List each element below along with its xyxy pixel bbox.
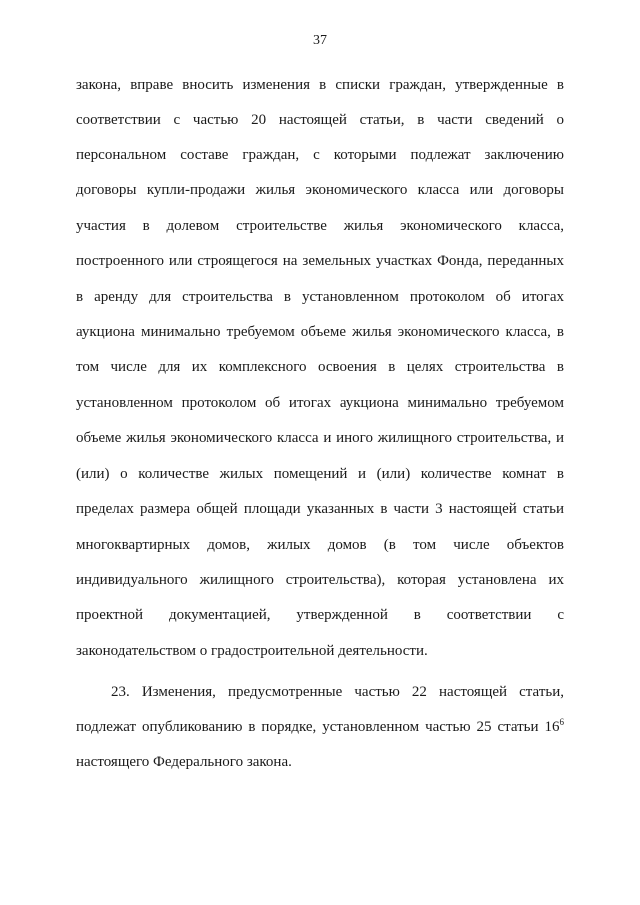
text-line: многоквартирных домов, жилых домов (в том числе объектов [76,537,564,553]
text-line: индивидуального жилищного строительства), которая установлена их [76,572,564,588]
text-line: объеме жилья экономического класса и иного жилищного строительства, и [76,430,564,446]
text-line: аукциона минимально требуемом объеме жилья экономического класса, в [76,324,564,340]
text-line: настоящего Федерального закона. [76,754,292,770]
text-line: проектной документацией, утвержденной в соответствии с [76,607,564,623]
text-line: том числе для их комплексного освоения в целях строительства в [76,359,564,375]
text-line: построенного или строящегося на земельных участках Фонда, переданных [76,253,564,269]
text-line: законодательством о градостроительной деятельности. [76,643,428,659]
text-line: (или) о количестве жилых помещений и (или) количестве комнат в [76,466,564,482]
text-line-main: подлежат опубликованию в порядке, установленном частью 25 статьи 16 [76,719,560,735]
text-line: персональном составе граждан, с которыми подлежат заключению [76,147,564,163]
superscript: 6 [559,717,564,727]
text-line [76,718,564,736]
text-line: участия в долевом строительстве жилья экономического класса, [76,218,564,234]
text-line: в аренду для строительства в установленном протоколом об итогах [76,289,564,305]
text-line: 23. Изменения, предусмотренные частью 22 настоящей статьи, [111,684,564,700]
text-line: установленном протоколом об итогах аукциона минимально требуемом [76,395,564,411]
text-line: договоры купли-продажи жилья экономического класса или договоры [76,182,564,198]
text-line: закона, вправе вносить изменения в списки граждан, утвержденные в [76,77,564,93]
text-line: соответствии с частью 20 настоящей статьи, в части сведений о [76,112,564,128]
page-number: 37 [313,33,327,48]
text-line: пределах размера общей площади указанных в части 3 настоящей статьи [76,501,564,517]
